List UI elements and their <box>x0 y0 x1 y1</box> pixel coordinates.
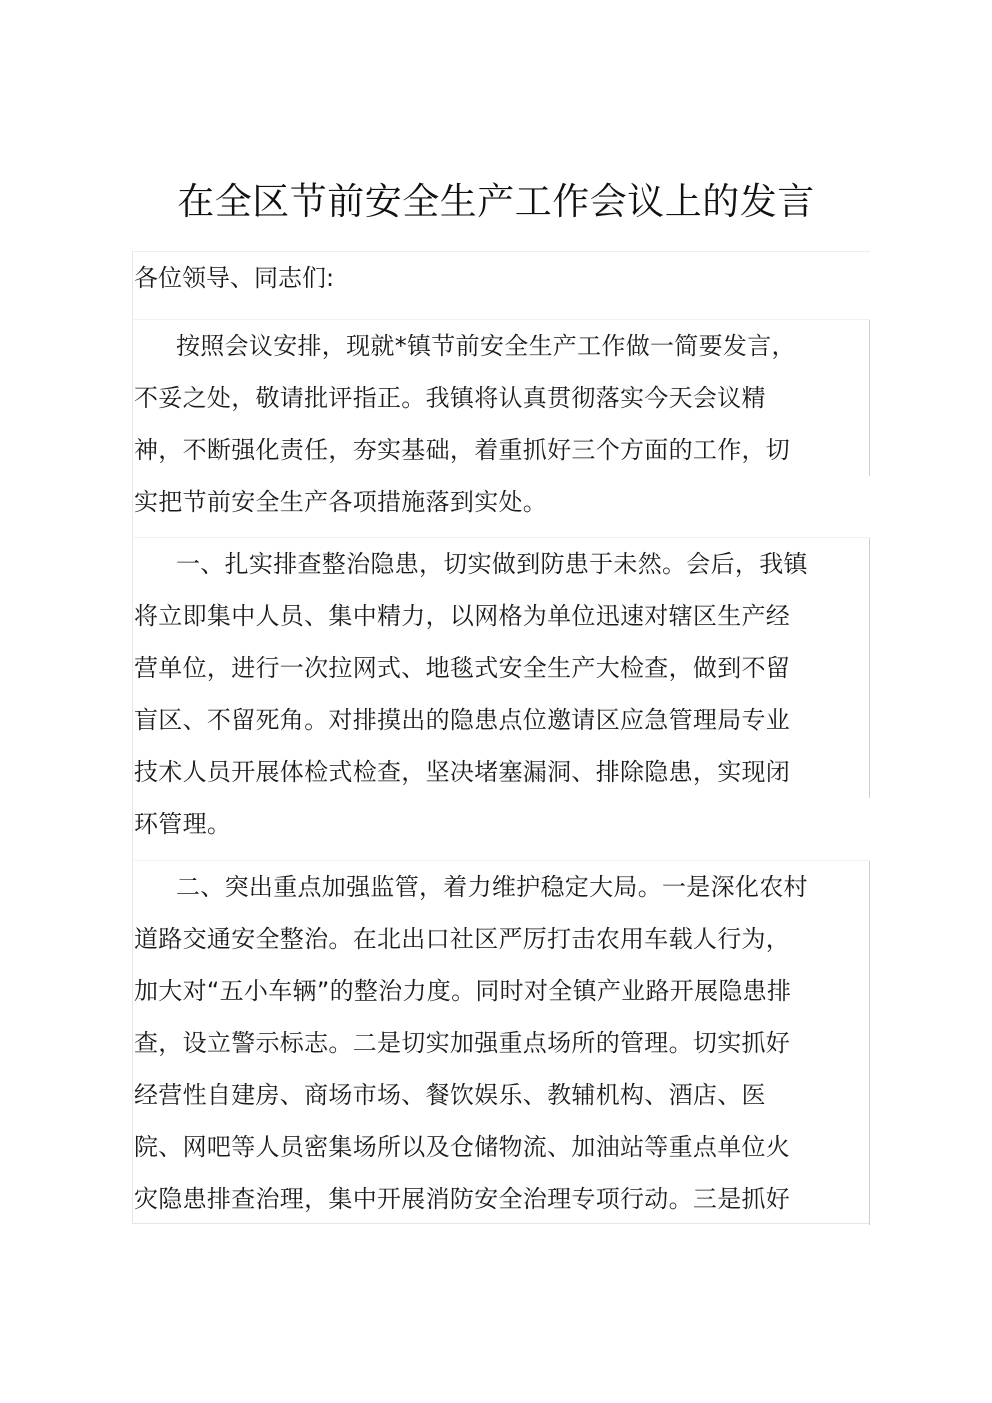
paragraph-line: 查，设立警示标志。二是切实加强重点场所的管理。切实抓好 <box>134 1017 870 1069</box>
paragraph-3 <box>134 860 870 1225</box>
paragraph-line: 经营性自建房、商场市场、餐饮娱乐、教辅机构、酒店、医 <box>134 1069 870 1121</box>
paragraph-line: 营单位，进行一次拉网式、地毯式安全生产大检查，做到不留 <box>134 642 870 694</box>
paragraph-line: 环管理。 <box>134 810 232 838</box>
document-body <box>132 251 870 1224</box>
paragraph-line: 技术人员开展体检式检查，坚决堵塞漏洞、排除隐患，实现闭 <box>134 746 870 798</box>
paragraph-line: 一、扎实排查整治隐患，切实做到防患于未然。会后，我镇 <box>134 538 870 590</box>
paragraph-line: 灾隐患排查治理，集中开展消防安全治理专项行动。三是抓好 <box>134 1173 870 1225</box>
paragraph-2 <box>134 537 870 850</box>
paragraph-line: 不妥之处，敬请批评指正。我镇将认真贯彻落实今天会议精 <box>134 372 870 424</box>
paragraph-line: 二、突出重点加强监管，着力维护稳定大局。一是深化农村 <box>134 861 870 913</box>
paragraph-1 <box>134 319 870 528</box>
paragraph-line: 按照会议安排，现就*镇节前安全生产工作做一简要发言， <box>134 320 870 372</box>
paragraph-line: 神，不断强化责任，夯实基础，着重抓好三个方面的工作，切 <box>134 424 870 476</box>
paragraph-line: 加大对“五小车辆”的整治力度。同时对全镇产业路开展隐患排 <box>134 965 870 1017</box>
paragraph-line: 院、网吧等人员密集场所以及仓储物流、加油站等重点单位火 <box>134 1121 870 1173</box>
paragraph-line: 将立即集中人员、集中精力，以网格为单位迅速对辖区生产经 <box>134 590 870 642</box>
paragraph-line: 盲区、不留死角。对排摸出的隐患点位邀请区应急管理局专业 <box>134 694 870 746</box>
document-title: 在全区节前安全生产工作会议上的发言 <box>177 180 815 223</box>
paragraph-line: 实把节前安全生产各项措施落到实处。 <box>134 488 548 516</box>
greeting-line: 各位领导、同志们: <box>134 264 335 292</box>
paragraph-line: 道路交通安全整治。在北出口社区严厉打击农用车载人行为， <box>134 913 870 965</box>
